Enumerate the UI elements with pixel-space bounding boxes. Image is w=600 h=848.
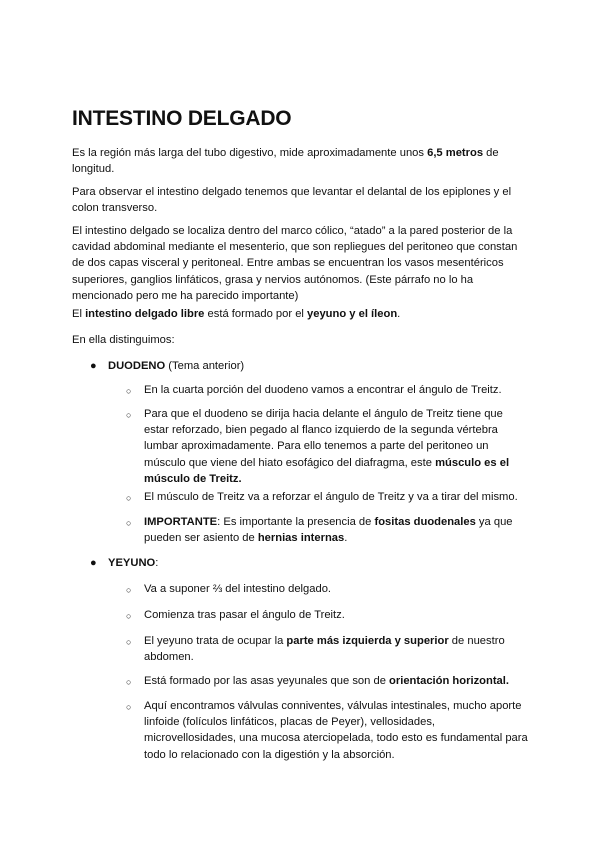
circle-bullet-icon: ○ — [126, 611, 132, 621]
circle-bullet-icon: ○ — [126, 585, 132, 595]
text: ya que pueden ser asiento de — [144, 516, 513, 545]
sub-list-item — [126, 633, 528, 665]
text: El — [72, 308, 86, 320]
sub-list-item — [126, 673, 528, 689]
paragraph-location: El intestino delgado se localiza dentro del marco cólico, “atado” a la pared posterior de la cavidad abdominal mediante el mesenterio, que son repliegues del peritoneo que constan de dos capas visceral y peritoneal. Entre ambas se encuentran los vasos mesentéricos superiores, ganglios linfáticos, grasa y nervios autónomos. (Este párrafo no lo ha mencionado pero me ha parecido importante) — [72, 225, 518, 302]
text: : — [155, 557, 159, 569]
sub-list-item — [126, 406, 528, 487]
paragraph-free-intestine — [72, 306, 528, 322]
bold-text: parte más izquierda y superior — [286, 635, 449, 647]
text: Para que el duodeno se dirija hacia delante el ángulo de Treitz tiene que estar reforzado, bien pegado al flanco izquierdo de la segunda vértebra lumbar aproximadamente. Para ello tenemos a parte del peritoneo un músculo que viene del hiato esofágico del diafragma, este — [144, 408, 503, 469]
text: (Tema anterior) — [165, 360, 245, 372]
text: del intestino delgado. — [222, 583, 332, 595]
text: El músculo de Treitz va a reforzar el ángulo de Treitz y va a tirar del mismo. — [144, 491, 518, 503]
text: : Es importante la presencia de — [217, 516, 375, 528]
circle-bullet-icon: ○ — [126, 677, 132, 687]
bold-text: 6,5 metros — [427, 147, 484, 159]
text: de longitud. — [72, 147, 499, 176]
text: Está formado por las asas yeyunales que son de — [144, 675, 390, 687]
circle-bullet-icon: ○ — [126, 386, 132, 396]
bold-text: IMPORTANTE — [144, 516, 218, 528]
circle-bullet-icon: ○ — [126, 518, 132, 528]
bold-text: yeyuno y el íleon — [307, 308, 398, 320]
paragraph-distinguish: En ella distinguimos: — [72, 334, 175, 346]
bold-text: orientación horizontal. — [389, 675, 509, 687]
sub-list-item — [126, 489, 528, 505]
paragraph-length — [72, 145, 528, 177]
text: . — [397, 308, 401, 320]
bold-text: YEYUNO — [108, 557, 156, 569]
bullet-dot-icon: ● — [90, 557, 97, 569]
bold-text: intestino delgado libre — [85, 308, 205, 320]
fraction: ⅔ — [212, 583, 223, 595]
paragraph-observe: Para observar el intestino delgado tenemos que levantar el delantal de los epiplones y el colon transverso. — [72, 186, 512, 215]
text: . — [344, 532, 348, 545]
text: Comienza tras pasar el ángulo de Treitz. — [144, 609, 345, 621]
bold-text: músculo es el músculo de Treitz. — [144, 456, 510, 485]
sub-list-item — [126, 382, 528, 398]
sub-list-item — [126, 514, 528, 546]
page-title: INTESTINO DELGADO — [72, 107, 292, 130]
bullet-dot-icon: ● — [90, 360, 97, 372]
bold-text: fositas duodenales — [374, 516, 476, 528]
text: de nuestro abdomen. — [144, 635, 505, 664]
text: El yeyuno trata de ocupar la — [144, 635, 287, 647]
text: En la cuarta porción del duodeno vamos a encontrar el ángulo de Treitz. — [144, 384, 502, 396]
text: está formado por el — [204, 308, 308, 320]
bold-text: hernias internas — [257, 532, 345, 545]
bold-text: DUODENO — [108, 360, 166, 372]
circle-bullet-icon: ○ — [126, 702, 132, 712]
text: Va a suponer — [144, 583, 213, 595]
circle-bullet-icon: ○ — [126, 637, 132, 647]
circle-bullet-icon: ○ — [126, 493, 132, 503]
text: Es la región más larga del tubo digestivo, mide aproximadamente unos — [72, 147, 428, 159]
sub-list-item — [126, 698, 528, 763]
text: Aquí encontramos válvulas conniventes, válvulas intestinales, mucho aporte linfoide (folículos linfáticos, placas de Peyer), vellosidades, microvellosidades, una mucosa aterciopelada, todo esto es fundamental para todo lo relacionado con la digestión y la absorción. — [144, 700, 528, 761]
sub-list-item — [126, 607, 528, 623]
circle-bullet-icon: ○ — [126, 410, 132, 420]
sub-list-item — [126, 581, 528, 597]
